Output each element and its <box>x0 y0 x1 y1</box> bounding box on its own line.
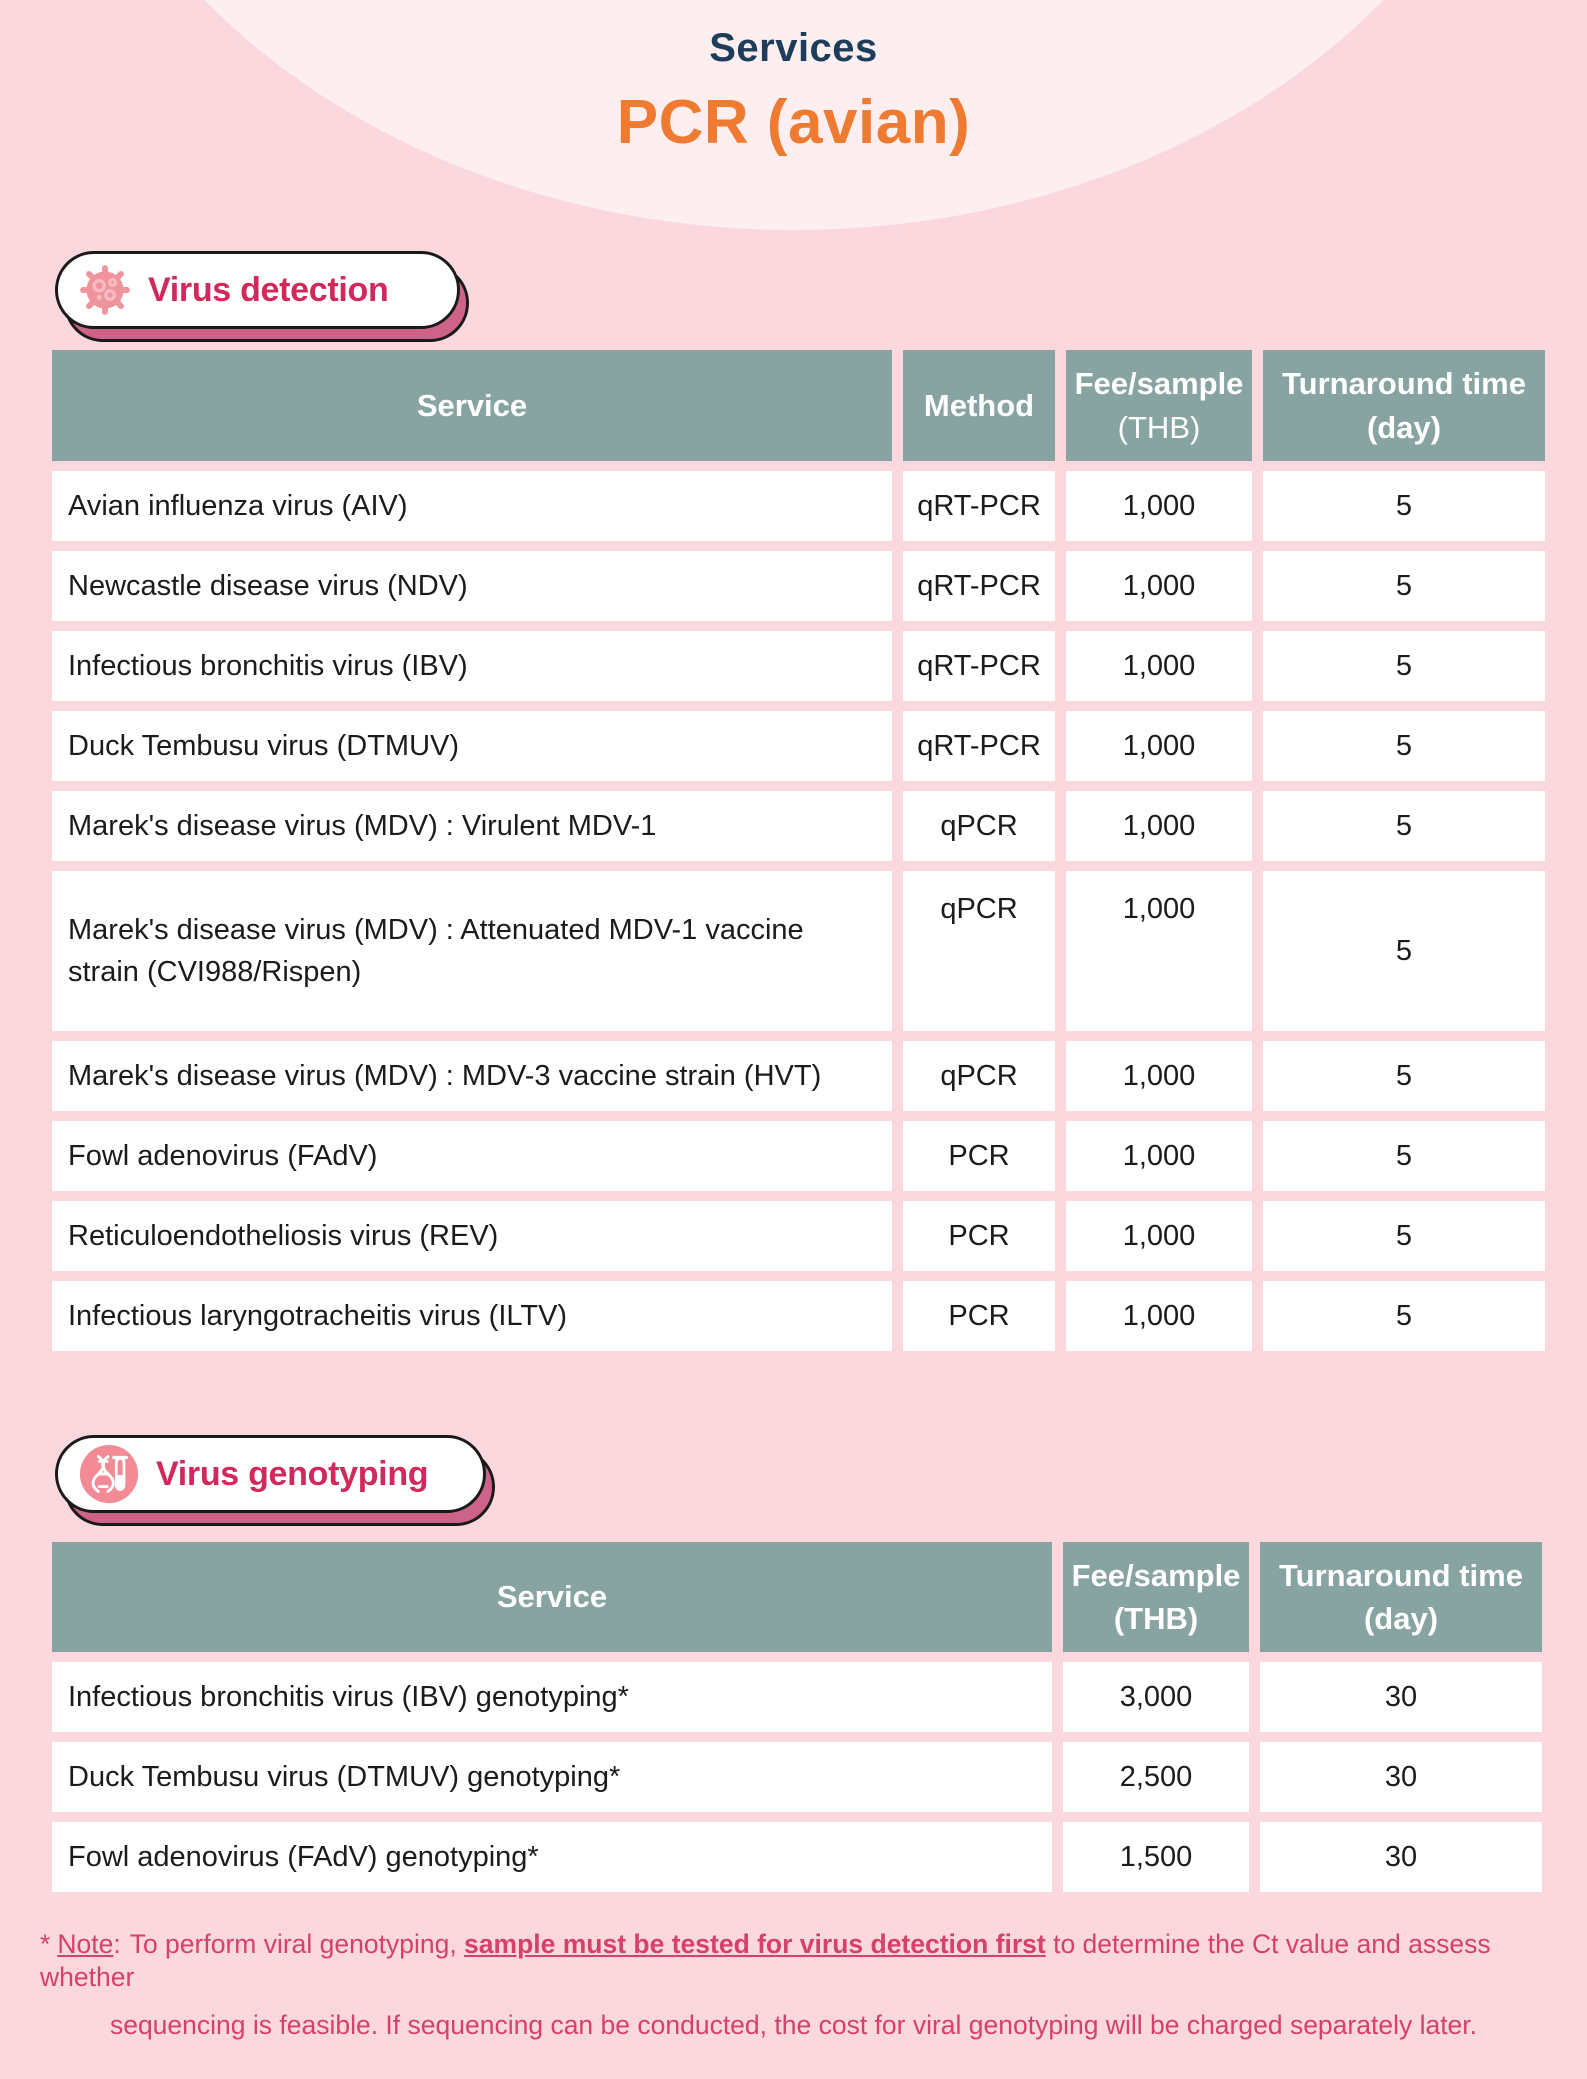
service-cell: Newcastle disease virus (NDV) <box>52 551 892 621</box>
turnaround-cell: 5 <box>1263 631 1545 701</box>
col-header-fee <box>1063 1542 1249 1652</box>
dna-test-tube-icon <box>78 1443 140 1505</box>
col-header-turnaround-line2: (day) <box>1366 409 1442 445</box>
service-cell: Infectious bronchitis virus (IBV) <box>52 631 892 701</box>
badge-face <box>55 251 460 329</box>
turnaround-cell: 5 <box>1263 1201 1545 1271</box>
col-header-method: Method <box>903 350 1055 461</box>
fee-cell: 2,500 <box>1063 1742 1249 1812</box>
footnote-line1 <box>40 1928 1547 1994</box>
footnote-colon: : <box>113 1929 121 1959</box>
turnaround-cell: 30 <box>1260 1742 1542 1812</box>
col-header-turnaround <box>1263 350 1545 461</box>
col-header-fee-line1: Fee/sample <box>1074 366 1244 402</box>
method-cell: PCR <box>903 1121 1055 1191</box>
col-header-fee-line2: (THB) <box>1117 409 1201 445</box>
page-header <box>0 0 1587 158</box>
fee-cell: 1,000 <box>1066 711 1252 781</box>
virus-icon <box>78 263 132 317</box>
footnote <box>40 1928 1547 2042</box>
service-cell: Avian influenza virus (AIV) <box>52 471 892 541</box>
virus-detection-badge-label: Virus detection <box>148 270 389 309</box>
fee-cell: 1,000 <box>1066 551 1252 621</box>
footnote-asterisk: * <box>40 1929 51 1959</box>
table-row <box>52 631 1545 701</box>
service-cell: Infectious laryngotracheitis virus (ILTV) <box>52 1281 892 1351</box>
section-virus-detection <box>0 251 1587 1361</box>
table-row <box>52 1201 1545 1271</box>
service-cell: Marek's disease virus (MDV) : MDV-3 vaccine strain (HVT) <box>52 1041 892 1111</box>
fee-cell: 1,000 <box>1066 1041 1252 1111</box>
method-cell: qPCR <box>903 871 1055 1031</box>
table-row <box>52 471 1545 541</box>
fee-cell: 1,000 <box>1066 871 1252 1031</box>
method-cell: qPCR <box>903 1041 1055 1111</box>
col-header-turnaround-line2: (day) <box>1363 1601 1439 1636</box>
service-cell: Duck Tembusu virus (DTMUV) <box>52 711 892 781</box>
table-row <box>52 1662 1542 1732</box>
turnaround-cell: 5 <box>1263 471 1545 541</box>
service-cell: Marek's disease virus (MDV) : Attenuated MDV-1 vaccine strain (CVI988/Rispen) <box>52 871 892 1031</box>
footnote-line2: sequencing is feasible. If sequencing can be conducted, the cost for viral genotyping will be charged separately later. <box>109 2010 1478 2041</box>
col-header-turnaround <box>1260 1542 1542 1652</box>
virus-genotyping-badge-label: Virus genotyping <box>156 1454 429 1493</box>
method-cell: qRT-PCR <box>903 711 1055 781</box>
fee-cell: 1,000 <box>1066 471 1252 541</box>
footnote-emphasis: sample must be tested for virus detection first <box>464 1929 1046 1959</box>
turnaround-cell: 5 <box>1263 871 1545 1031</box>
section-virus-genotyping <box>0 1435 1587 1902</box>
fee-cell: 1,000 <box>1066 791 1252 861</box>
table-row <box>52 551 1545 621</box>
turnaround-cell: 5 <box>1263 791 1545 861</box>
table-row <box>52 711 1545 781</box>
service-cell: Fowl adenovirus (FAdV) <box>52 1121 892 1191</box>
col-header-fee <box>1066 350 1252 461</box>
turnaround-cell: 5 <box>1263 1041 1545 1111</box>
turnaround-cell: 5 <box>1263 1121 1545 1191</box>
table-row <box>52 1822 1542 1892</box>
col-header-service: Service <box>52 1542 1052 1652</box>
badge-face <box>55 1435 486 1513</box>
fee-cell: 1,000 <box>1066 1201 1252 1271</box>
method-cell: qRT-PCR <box>903 471 1055 541</box>
col-header-turnaround-line1: Turnaround time <box>1279 1557 1523 1593</box>
col-header-service: Service <box>52 350 892 461</box>
table-row <box>52 871 1545 1031</box>
turnaround-cell: 5 <box>1263 551 1545 621</box>
footnote-text-pre: To perform viral genotyping, <box>129 1929 465 1959</box>
method-cell: PCR <box>903 1281 1055 1351</box>
fee-cell: 1,000 <box>1066 1281 1252 1351</box>
turnaround-cell: 5 <box>1263 711 1545 781</box>
virus-detection-table <box>41 340 1556 1361</box>
service-cell: Fowl adenovirus (FAdV) genotyping* <box>52 1822 1052 1892</box>
service-cell: Duck Tembusu virus (DTMUV) genotyping* <box>52 1742 1052 1812</box>
method-cell: qRT-PCR <box>903 551 1055 621</box>
footnote-text-post: to determine the Ct value and assess whether <box>40 1929 1491 1993</box>
method-cell: qRT-PCR <box>903 631 1055 701</box>
page-subtitle: PCR (avian) <box>616 88 971 157</box>
table-row <box>52 1041 1545 1111</box>
col-header-fee-line2: (THB) <box>1113 1601 1199 1636</box>
fee-cell: 1,000 <box>1066 631 1252 701</box>
table-row <box>52 1281 1545 1351</box>
page-title: Services <box>709 26 878 70</box>
fee-cell: 1,500 <box>1063 1822 1249 1892</box>
table-header-row <box>52 350 1545 461</box>
method-cell: PCR <box>903 1201 1055 1271</box>
service-cell: Marek's disease virus (MDV) : Virulent MDV-1 <box>52 791 892 861</box>
service-cell: Reticuloendotheliosis virus (REV) <box>52 1201 892 1271</box>
table-row <box>52 791 1545 861</box>
table-row <box>52 1742 1542 1812</box>
method-cell: qPCR <box>903 791 1055 861</box>
turnaround-cell: 30 <box>1260 1662 1542 1732</box>
col-header-turnaround-line1: Turnaround time <box>1282 366 1526 402</box>
service-cell: Infectious bronchitis virus (IBV) genotyping* <box>52 1662 1052 1732</box>
footnote-note-label: Note <box>57 1929 114 1959</box>
turnaround-cell: 30 <box>1260 1822 1542 1892</box>
col-header-fee-line1: Fee/sample <box>1071 1557 1241 1593</box>
virus-genotyping-badge <box>55 1435 486 1513</box>
virus-detection-badge <box>55 251 460 329</box>
fee-cell: 3,000 <box>1063 1662 1249 1732</box>
turnaround-cell: 5 <box>1263 1281 1545 1351</box>
table-header-row <box>52 1542 1542 1652</box>
fee-cell: 1,000 <box>1066 1121 1252 1191</box>
virus-genotyping-table <box>41 1532 1553 1902</box>
table-row <box>52 1121 1545 1191</box>
